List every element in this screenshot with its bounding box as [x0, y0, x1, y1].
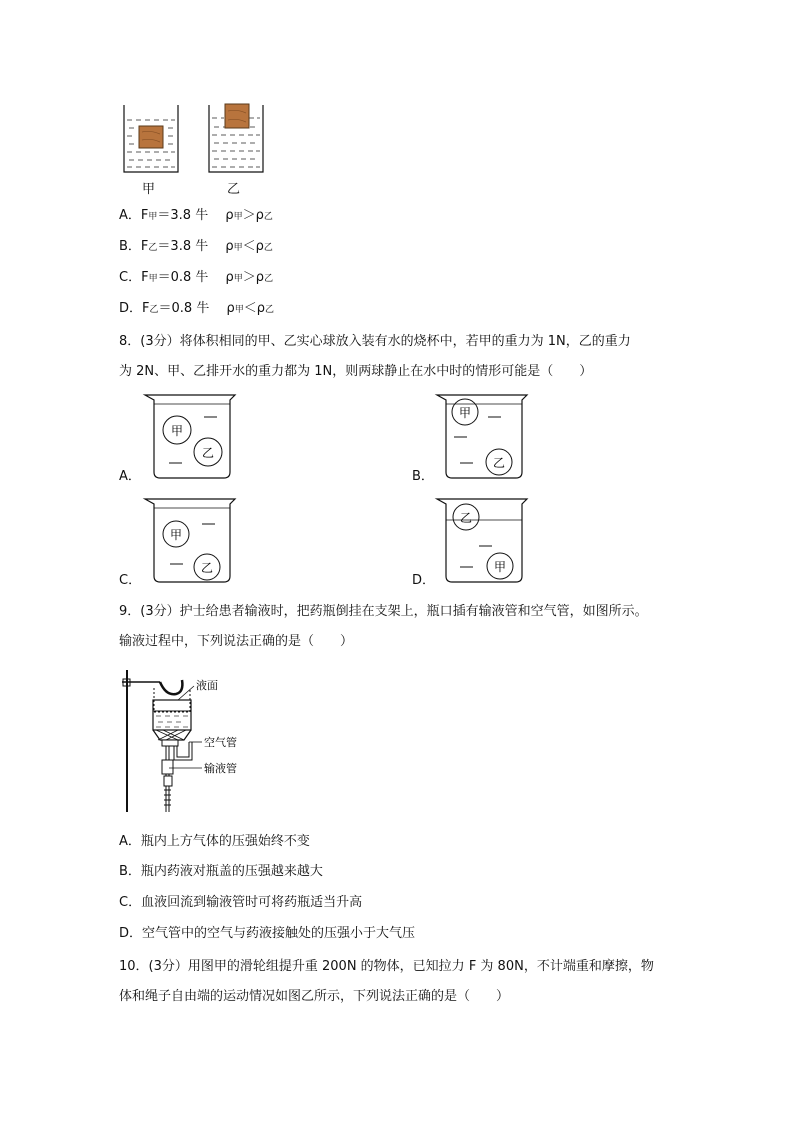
ball-label: 甲	[170, 424, 184, 438]
label-air-tube: 空气管	[204, 736, 237, 749]
subscript: 甲	[234, 305, 244, 315]
q8-option-c[interactable]: C．	[119, 573, 142, 588]
q8-option-d[interactable]: D．	[412, 573, 436, 588]
q10-stem-line2: 体和绳子自由端的运动情况如图乙所示，下列说法正确的是（ ）	[119, 989, 510, 1004]
label-jia: 甲	[142, 182, 156, 197]
q8-stem-line2: 为 2N、甲、乙排开水的重力都为 1N，则两球静止在水中时的情形可能是（ ）	[119, 364, 593, 379]
subscript: 乙	[263, 243, 273, 253]
subscript: 乙	[264, 274, 274, 284]
option-text: D．F	[119, 301, 150, 316]
option-text: C．F	[119, 270, 149, 285]
option-text: ＜ρ	[242, 239, 264, 254]
q9-stem-line2: 输液过程中，下列说法正确的是（ ）	[119, 634, 354, 649]
label-iv-tube: 输液管	[204, 762, 237, 775]
q9-option-b[interactable]: B．瓶内药液对瓶盖的压强越来越大	[119, 864, 323, 879]
q7-option-d[interactable]	[119, 299, 274, 320]
q9-option-d[interactable]: D．空气管中的空气与药液接触处的压强小于大气压	[119, 926, 416, 941]
q8-option-a[interactable]: A．	[119, 469, 141, 484]
q9-option-c[interactable]: C．血液回流到输液管时可将药瓶适当升高	[119, 895, 363, 910]
ball-label: 甲	[493, 560, 507, 574]
q10-stem-line1: 10．(3分）用图甲的滑轮组提升重 200N 的物体，已知拉力 F 为 80N，不计端重和摩擦，物	[119, 959, 654, 974]
ball-label: 乙	[200, 561, 214, 575]
q7-option-a[interactable]	[119, 206, 273, 227]
option-text: ＝3.8 牛 ρ	[157, 208, 234, 223]
option-text: ＞ρ	[242, 208, 264, 223]
subscript: 乙	[149, 305, 159, 315]
beaker-jia	[124, 105, 178, 172]
q9-option-a[interactable]: A．瓶内上方气体的压强始终不变	[119, 834, 310, 849]
subscript: 甲	[148, 212, 158, 222]
q8-beaker-b	[432, 390, 532, 485]
q8-beaker-a	[140, 390, 240, 485]
ball-label: 甲	[169, 528, 183, 542]
subscript: 乙	[265, 305, 275, 315]
subscript: 乙	[148, 243, 158, 253]
ball-label: 乙	[459, 511, 473, 525]
q8-beaker-c	[140, 494, 240, 589]
q7-option-c[interactable]	[119, 268, 273, 289]
ball-label: 乙	[201, 446, 215, 460]
option-text: ＝3.8 牛 ρ	[157, 239, 234, 254]
q9-stem-line1: 9．(3分）护士给患者输液时，把药瓶倒挂在支架上，瓶口插有输液管和空气管，如图所示。	[119, 604, 648, 619]
option-text: ＝0.8 牛 ρ	[158, 301, 235, 316]
option-text: A．F	[119, 208, 149, 223]
label-yi: 乙	[227, 182, 241, 197]
block-jia	[139, 126, 163, 148]
subscript: 甲	[148, 274, 158, 284]
option-text: ＞ρ	[242, 270, 265, 285]
block-yi	[225, 104, 249, 128]
ball-label: 乙	[492, 456, 506, 470]
subscript: 乙	[263, 212, 273, 222]
subscript: 甲	[233, 274, 243, 284]
q8-stem-line1: 8．(3分）将体积相同的甲、乙实心球放入装有水的烧杯中，若甲的重力为 1N，乙的重力	[119, 334, 631, 349]
q8-option-b[interactable]: B．	[412, 469, 434, 484]
q7-option-b[interactable]	[119, 237, 273, 258]
option-text: B．F	[119, 239, 149, 254]
beaker-yi	[209, 104, 263, 172]
option-text: ＝0.8 牛 ρ	[157, 270, 234, 285]
label-liquid-surface: 液面	[196, 679, 218, 692]
ball-label: 甲	[458, 406, 472, 420]
q8-beaker-d	[432, 494, 532, 589]
subscript: 甲	[233, 212, 243, 222]
q9-iv-figure	[118, 664, 268, 816]
option-text: ＜ρ	[243, 301, 265, 316]
subscript: 甲	[233, 243, 243, 253]
